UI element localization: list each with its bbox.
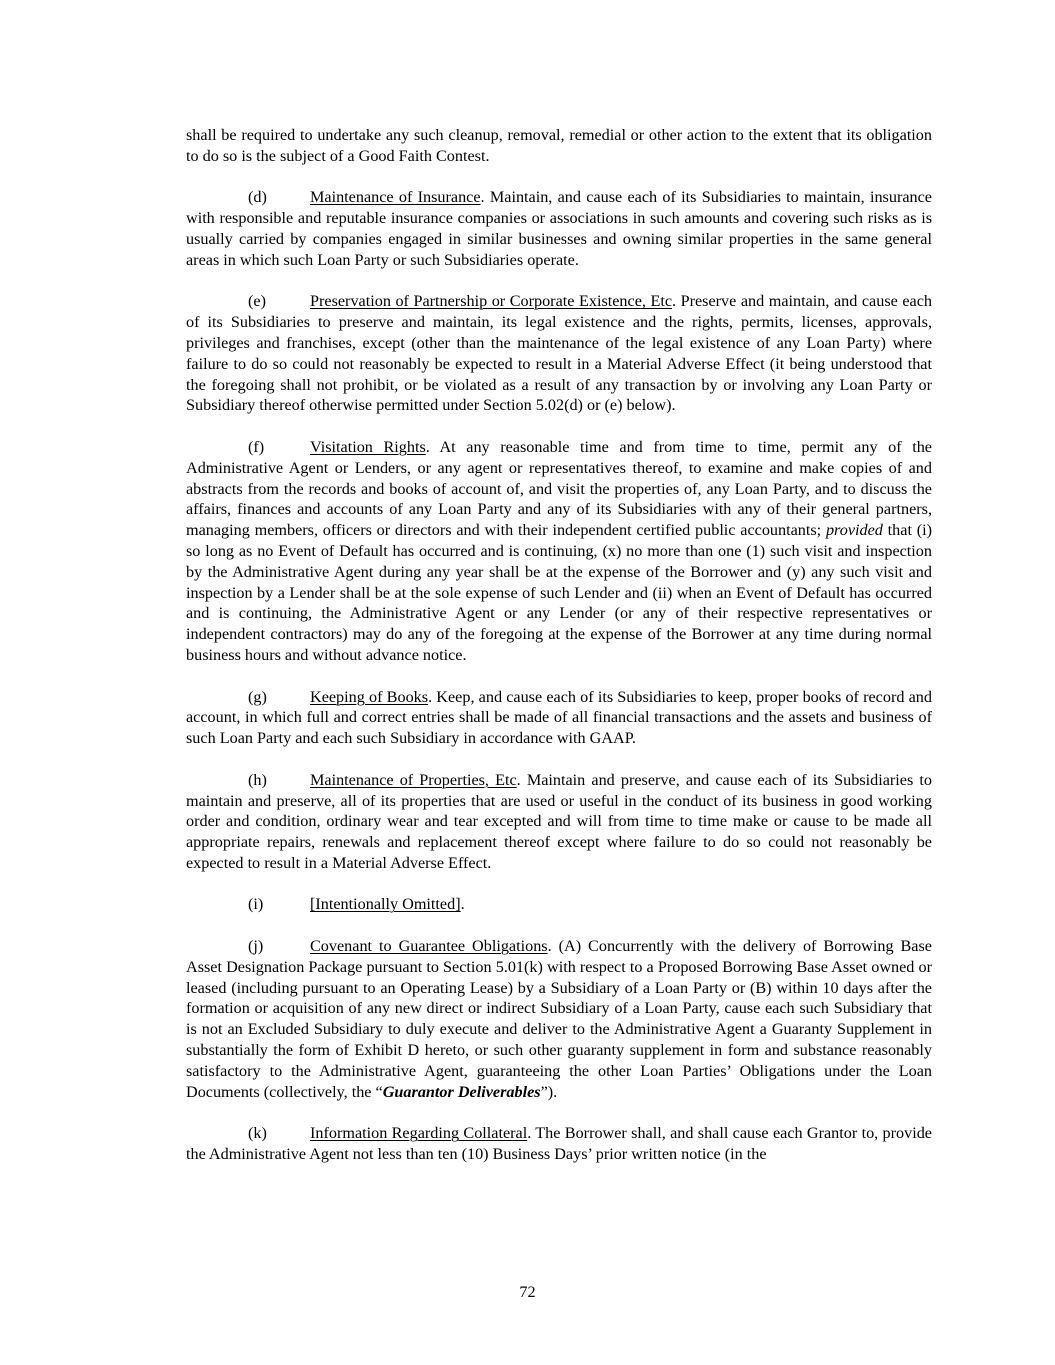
section-heading: Visitation Rights <box>310 437 426 456</box>
section-body: . (A) Concurrently with the delivery of Borrowing Base Asset Designation Package pursuant to Section 5.01(k) with respect to a Proposed Borrowing Base Asset owned or leased (including pursuant to an Operating Lease) by a Subsidiary of a Loan Party or (B) within 10 days after the formation or acquisition of any new direct or indirect Subsidiary of a Loan Party, cause each such Subsidiary that is not an Excluded Subsidiary to duly execute and deliver to the Administrative Agent a Guaranty Supplement in substantially the form of Exhibit D hereto, or such other guaranty supplement in form and substance reasonably satisfactory to the Administrative Agent, guaranteeing the other Loan Parties’ Obligations under the Loan Documents (collectively, the “ <box>186 937 932 1101</box>
section-label: (e) <box>248 292 266 311</box>
section-heading: Preservation of Partnership or Corporate Existence, Etc <box>310 292 673 311</box>
section-label: (h) <box>248 770 267 789</box>
section-body: . At any reasonable time and from time to time, permit any of the Administrative Agent or Lenders, or any agent or representatives thereof, to examine and make copies of and abstracts from the records and books of account of, and visit the properties of, any Loan Party, and to discuss the affairs, finances and accounts of any Loan Party and any of its Subsidiaries with any of their general partners, managing members, officers or directors and with their independent certified public accountants; <box>186 437 932 540</box>
section-f <box>186 437 932 666</box>
section-g <box>186 687 932 749</box>
section-heading: Information Regarding Collateral <box>310 1124 528 1143</box>
section-body: . The Borrower shall, and shall cause each Grantor to, provide the Administrative Agent not less than ten (10) Business Days’ prior written notice (in the <box>186 1124 932 1164</box>
section-heading: Maintenance of Properties, Etc <box>310 770 517 789</box>
section-body: . <box>460 895 465 914</box>
section-d <box>186 187 932 270</box>
section-label: (i) <box>248 895 264 914</box>
section-heading: Maintenance of Insurance <box>310 188 481 207</box>
document-page <box>186 125 932 1186</box>
section-label: (k) <box>248 1124 267 1143</box>
section-heading: Keeping of Books <box>310 687 429 706</box>
section-body: . Maintain and preserve, and cause each of its Subsidiaries to maintain and preserve, all of its properties that are used or useful in the conduct of its business in good working order and condition, ordinary wear and tear excepted and will from time to time make or cause to be made all appropriate repairs, renewals and replacement thereof except where failure to do so could not reasonably be expected to result in a Material Adverse Effect. <box>186 770 932 872</box>
section-heading: Covenant to Guarantee Obligations <box>310 937 548 956</box>
continuation-paragraph: shall be required to undertake any such cleanup, removal, remedial or other action to the extent that its obligation to do so is the subject of a Good Faith Contest. <box>186 126 932 165</box>
section-body-continued: that (i) so long as no Event of Default has occurred and is continuing, (x) no more than one (1) such visit and inspection by the Administrative Agent during any year shall be at the expense of the Borrower and (y) any such visit and inspection by a Lender shall be at the sole expense of such Lender and (ii) when an Event of Default has occurred and is continuing, the Administrative Agent or any Lender (or any of their respective representatives or independent contractors) may do any of the foregoing at the expense of the Borrower at any time during normal business hours and without advance notice. <box>186 521 933 664</box>
page-number: 72 <box>519 1283 536 1301</box>
provided-emphasis: provided <box>825 521 883 540</box>
section-label: (j) <box>248 937 264 956</box>
section-e <box>186 291 932 416</box>
section-label: (g) <box>248 687 267 706</box>
section-body: . Keep, and cause each of its Subsidiaries to keep, proper books of record and account, in which full and correct entries shall be made of all financial transactions and the assets and business of such Loan Party and each such Subsidiary in accordance with GAAP. <box>186 687 932 748</box>
section-label: (f) <box>248 437 265 456</box>
section-body: . Maintain, and cause each of its Subsidiaries to maintain, insurance with responsible and reputable insurance companies or associations in such amounts and covering such risks as is usually carried by companies engaged in similar businesses and owning similar properties in the same general areas in which such Loan Party or such Subsidiaries operate. <box>186 188 932 269</box>
section-body: . Preserve and maintain, and cause each of its Subsidiaries to preserve and maintain, its legal existence and the rights, permits, licenses, approvals, privileges and franchises, except (other than the maintenance of the legal existence of any Loan Party) where failure to do so could not reasonably be expected to result in a Material Adverse Effect (it being understood that the foregoing shall not prohibit, or be violated as a result of any transaction by or involving any Loan Party or Subsidiary thereof otherwise permitted under Section 5.02(d) or (e) below). <box>186 292 932 415</box>
defined-term: Guarantor Deliverables <box>382 1082 541 1101</box>
section-body-continued: ”). <box>540 1082 558 1101</box>
section-h <box>186 770 932 874</box>
section-j <box>186 936 932 1102</box>
section-k <box>186 1123 932 1165</box>
section-label: (d) <box>248 188 267 207</box>
section-heading: [Intentionally Omitted] <box>310 895 461 914</box>
section-i <box>186 894 932 915</box>
